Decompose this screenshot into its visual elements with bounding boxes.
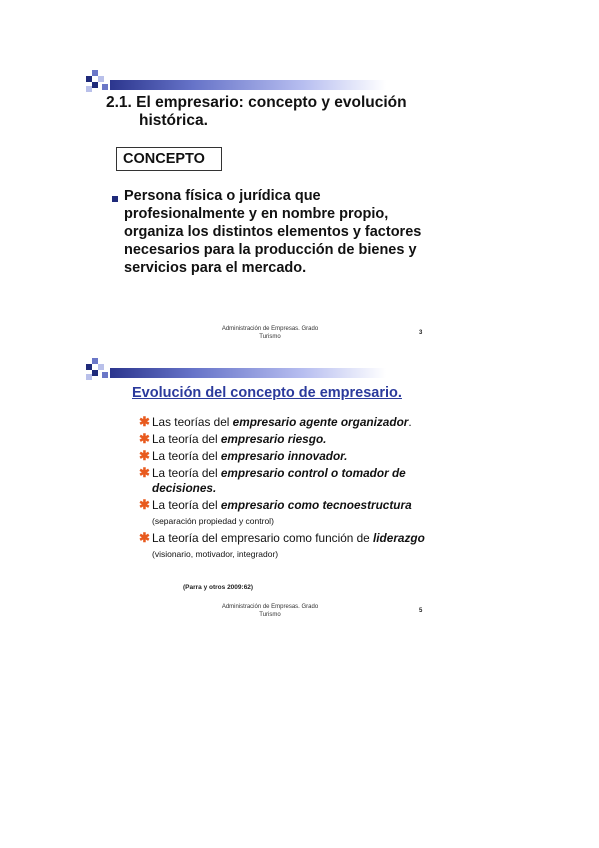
slide-footer (200, 325, 340, 341)
slide-header-decoration (86, 70, 386, 92)
list-item: ✱ La teoría del empresario como función de liderazgo (visionario, motivador, integrador) (139, 530, 425, 559)
list-item: ✱ Las teorías del empresario agente organizador. (139, 414, 412, 429)
list-item: ✱ La teoría del empresario innovador. (139, 448, 348, 463)
footer-line2: Turismo (259, 334, 281, 340)
bullet-square-icon (112, 196, 118, 202)
slide-footer (200, 603, 340, 619)
slide-title (106, 94, 436, 130)
star-bullet-icon: ✱ (139, 497, 150, 512)
list-item: ✱ La teoría del empresario como tecnoestructura (separación propiedad y control) (139, 497, 412, 526)
slide-title-line1: 2.1. El empresario: concepto y evolución (106, 94, 407, 111)
slide-title-line2: histórica. (139, 112, 208, 129)
slide-concept (0, 60, 599, 345)
footer-line1: Administración de Empresas. Grado (221, 604, 319, 610)
concept-label-box: CONCEPTO (116, 147, 222, 171)
slide-title: Evolución del concepto de empresario. (132, 385, 402, 401)
slide-evolution (0, 348, 599, 628)
page-number: 3 (419, 330, 423, 336)
theory-list (139, 414, 432, 564)
citation: (Parra y otros 2009:62) (183, 584, 254, 591)
star-bullet-icon: ✱ (139, 414, 150, 429)
star-bullet-icon: ✱ (139, 448, 150, 463)
footer-line2: Turismo (259, 612, 281, 618)
star-bullet-icon: ✱ (139, 530, 150, 545)
concept-definition: Persona física o jurídica que profesionalmente y en nombre propio, organiza los distintos elementos y factores necesarios para la producción de bienes y servicios para el mercado. (124, 188, 422, 276)
star-bullet-icon: ✱ (139, 465, 150, 480)
page-number: 5 (419, 608, 423, 614)
star-bullet-icon: ✱ (139, 431, 150, 446)
list-item: ✱ La teoría del empresario riesgo. (139, 431, 327, 446)
footer-line1: Administración de Empresas. Grado (221, 326, 319, 332)
slide-header-decoration (86, 358, 386, 380)
list-item: ✱ La teoría del empresario control o tomador de decisiones. (139, 465, 406, 495)
